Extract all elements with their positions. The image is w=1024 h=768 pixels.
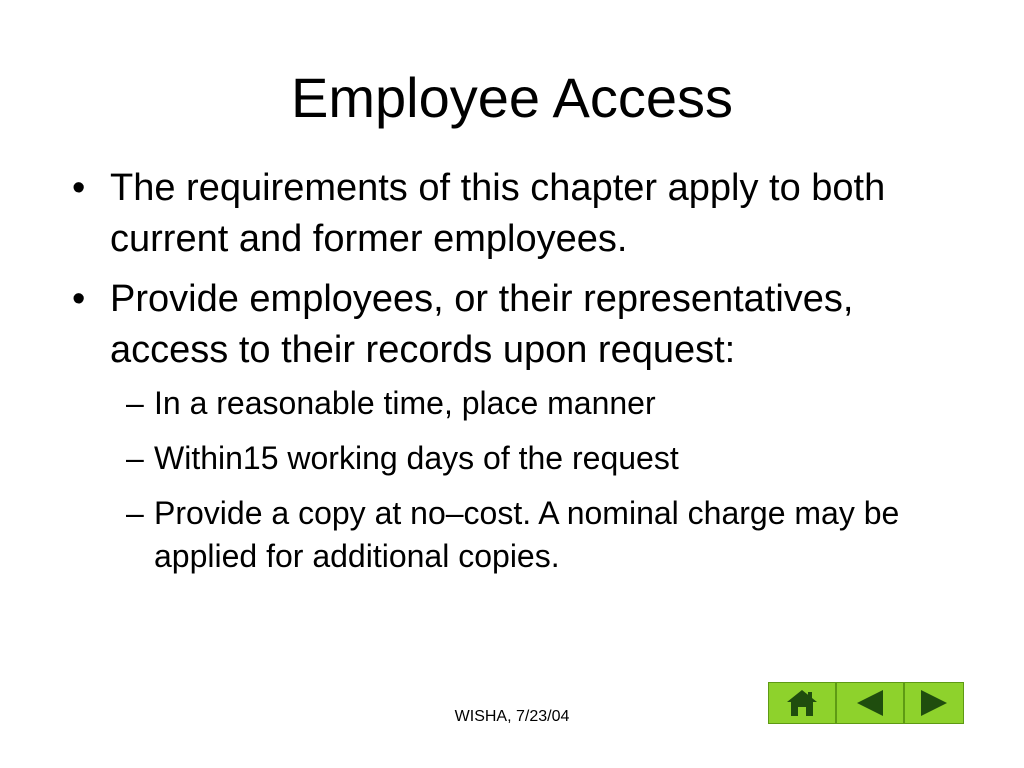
sub-bullet-marker: – [126,495,144,531]
next-slide-button[interactable] [904,682,964,724]
bullet-item [66,163,966,265]
bullet-item [66,274,966,578]
arrow-right-icon [919,688,949,718]
sub-bullet-text: In a reasonable time, place manner [154,385,656,421]
arrow-left-icon [855,688,885,718]
slide-navigation [768,682,964,724]
bullet-list [66,163,966,590]
slide-title: Employee Access [291,66,733,129]
previous-slide-button[interactable] [836,682,904,724]
home-icon [785,688,819,718]
slide-footer: WISHA, 7/23/04 [454,708,570,725]
sub-bullet-list [110,382,966,578]
sub-bullet-marker: – [126,440,144,476]
sub-bullet-item [110,437,966,480]
sub-bullet-item [110,382,966,425]
bullet-text: Provide employees, or their representatives, access to their records upon request: [110,278,854,371]
home-button[interactable] [768,682,836,724]
sub-bullet-marker: – [126,385,144,421]
sub-bullet-text: Within15 working days of the request [154,440,679,476]
sub-bullet-text: Provide a copy at no–cost. A nominal charge may be applied for additional copies. [154,495,900,574]
sub-bullet-item [110,492,966,578]
bullet-text: The requirements of this chapter apply to both current and former employees. [110,167,886,260]
